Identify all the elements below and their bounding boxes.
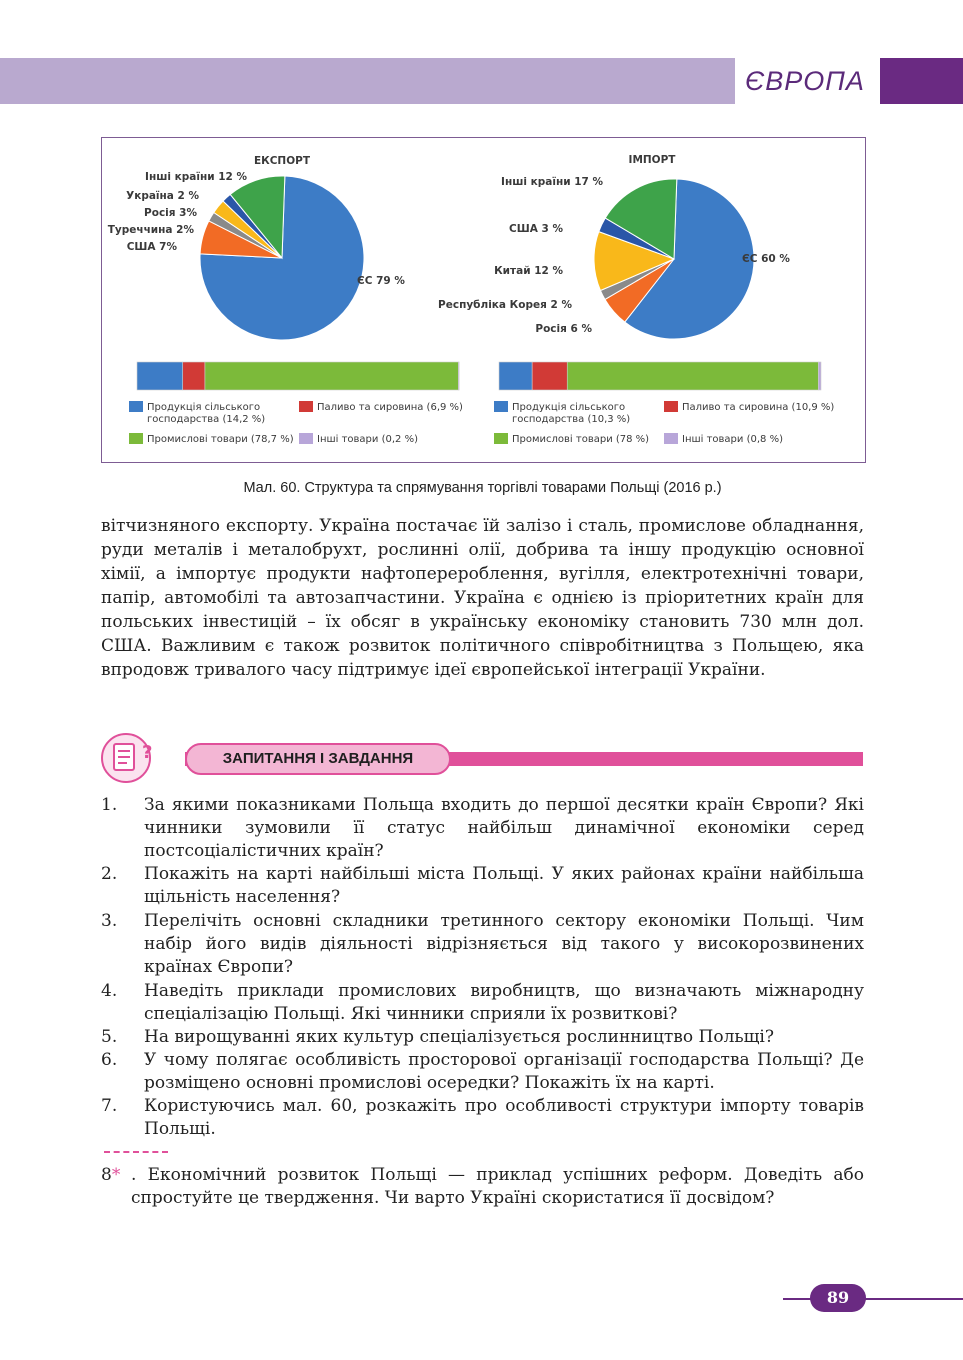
- export-legend-swatch-1: [299, 401, 313, 412]
- question-item: [101, 794, 864, 863]
- question-text: . Економічний розвиток Польщі — приклад успішних реформ. Доведіть або спростуйте це твердження. Чи варто Україні скористатися її досвідом?: [131, 1165, 864, 1208]
- extra-question-item: [101, 1164, 864, 1210]
- import-slice-label-1: Росія 6 %: [535, 323, 592, 335]
- question-text: У чому полягає особливість просторової організації господарства Польщі? Де розміщено основні промислові осередки? Покажіть їх на карті.: [144, 1050, 864, 1093]
- question-number: 3.: [101, 911, 118, 931]
- question-number: 1.: [101, 795, 118, 815]
- question-text: Наведіть приклади промислових виробництв, що визначають міжнародну спеціалізацію Польщі. Які чинники сприяли їх розвиткові?: [144, 981, 864, 1024]
- export-legend-swatch-3: [299, 433, 313, 444]
- import-legend-swatch-0: [494, 401, 508, 412]
- body-paragraph: вітчизняного експорту. Україна постачає їй залізо і сталь, промислове обладнання, руди металів і металобрухт, рослинні олії, добрива та іншу продукцію основної хімії, а імпортує продукти нафтоперероблення, вугілля, електротехнічні товари, папір, автомобілі та автозапчастини. Україна є однією із пріоритетних країн для польських інвестицій – їх обсяг в українську економіку становить 730 млн дол. США. Важливим є також розвиток політичного співробітництва з Польщею, яка впродовж тривалого часу підтримує ідеї європейської інтеграції України.: [101, 516, 864, 680]
- page-number: 89: [810, 1284, 866, 1312]
- import-pie-title: ІМПОРТ: [628, 154, 676, 166]
- question-text: За якими показниками Польща входить до першої десятки країн Європи? Які чинники зумовили її статус найбільш динамічної економіки серед постсоціалістичних країн?: [144, 795, 864, 861]
- question-number: 8: [101, 1165, 112, 1185]
- export-slice-label-5: Інші країни 12 %: [145, 171, 247, 183]
- question-text: Користуючись мал. 60, розкажіть про особливості структури імпорту товарів Польщі.: [144, 1096, 864, 1139]
- export-legend-label-3: Інші товари (0,2 %): [317, 434, 418, 445]
- export-slice-label-2: Туреччина 2%: [107, 224, 194, 236]
- import-slice-label-2: Республіка Корея 2 %: [438, 299, 572, 311]
- question-number: 2.: [101, 864, 118, 884]
- export-bar-segment-1: [183, 362, 205, 390]
- import-legend-label-3: Інші товари (0,8 %): [682, 434, 783, 445]
- import-slice-label-0: ЄС 60 %: [742, 253, 790, 265]
- figure-caption: Мал. 60. Структура та спрямування торгівлі товарами Польщі (2016 р.): [243, 480, 722, 496]
- extra-task-divider: [104, 1151, 168, 1153]
- import-legend-label-2: Промислові товари (78 %): [512, 434, 650, 445]
- export-pie: [108, 171, 406, 340]
- svg-text:?: ?: [142, 742, 153, 763]
- question-item: [101, 1026, 864, 1049]
- export-legend-swatch-0: [129, 401, 143, 412]
- question-item: [101, 980, 864, 1026]
- question-number: 6.: [101, 1050, 118, 1070]
- header-accent-block: [880, 58, 963, 104]
- export-bar-segment-2: [205, 362, 458, 390]
- export-bar-segment-3: [458, 362, 459, 390]
- notebook-question-icon: [99, 731, 159, 785]
- question-text: Покажіть на карті найбільші міста Польщі. У яких районах країни найбільша щільність населення?: [144, 864, 864, 907]
- export-slice-label-1: США 7%: [126, 241, 177, 253]
- export-slice-label-0: ЄС 79 %: [357, 275, 405, 287]
- question-number: 7.: [101, 1096, 118, 1116]
- export-pie-title: ЕКСПОРТ: [253, 155, 311, 167]
- import-pie: [438, 176, 790, 339]
- export-slice-label-4: Україна 2 %: [126, 190, 199, 202]
- import-legend-swatch-1: [664, 401, 678, 412]
- import-structure-bar: [494, 362, 834, 445]
- import-slice-label-3: Китай 12 %: [494, 265, 563, 277]
- export-legend-swatch-2: [129, 433, 143, 444]
- import-bar-segment-0: [499, 362, 532, 390]
- export-legend-label-1: Паливо та сировина (6,9 %): [317, 402, 463, 413]
- import-legend-swatch-3: [664, 433, 678, 444]
- export-bar-segment-0: [137, 362, 183, 390]
- question-text: На вирощуванні яких культур спеціалізується рослинництво Польщі?: [144, 1027, 774, 1047]
- question-number: 4.: [101, 981, 118, 1001]
- import-legend-label-1: Паливо та сировина (10,9 %): [682, 402, 835, 413]
- import-legend-swatch-2: [494, 433, 508, 444]
- question-item: [101, 910, 864, 979]
- import-slice-label-5: Інші країни 17 %: [501, 176, 603, 188]
- import-bar-segment-2: [567, 362, 818, 390]
- star-mark: *: [111, 1165, 121, 1185]
- question-item: [101, 1095, 864, 1141]
- import-slice-label-4: США 3 %: [509, 223, 563, 235]
- import-bar-segment-1: [532, 362, 567, 390]
- trade-chart-svg: [102, 138, 865, 462]
- import-legend-label-0: Продукція сільського господарства (10,3 %): [512, 402, 631, 425]
- header-band: [0, 58, 735, 104]
- import-bar-segment-3: [818, 362, 821, 390]
- export-legend-label-0: Продукція сільського господарства (14,2 %): [147, 402, 266, 425]
- question-item: [101, 863, 864, 909]
- section-title: ЄВРОПА: [745, 66, 865, 96]
- export-legend-label-2: Промислові товари (78,7 %): [147, 434, 294, 445]
- export-structure-bar: [129, 362, 463, 445]
- trade-figure: [101, 137, 866, 463]
- questions-title: ЗАПИТАННЯ І ЗАВДАННЯ: [222, 750, 414, 767]
- question-number: 5.: [101, 1027, 118, 1047]
- export-slice-label-3: Росія 3%: [144, 207, 197, 219]
- question-text: Перелічіть основні складники третинного сектору економіки Польщі. Чим набір його видів діяльності відрізняється від такого у високорозвинених країнах Європи?: [144, 911, 864, 977]
- question-item: [101, 1049, 864, 1095]
